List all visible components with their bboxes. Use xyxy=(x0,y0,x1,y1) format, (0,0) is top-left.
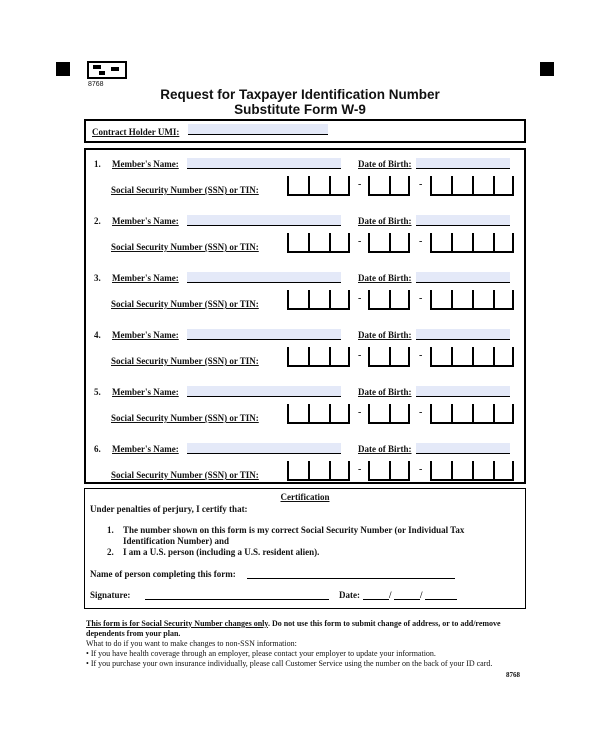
member-name-input[interactable] xyxy=(187,158,341,169)
member-name-label: Member's Name: xyxy=(112,444,179,454)
ssn-group-3 xyxy=(430,404,514,424)
signature-input[interactable] xyxy=(145,599,329,600)
member-name-label: Member's Name: xyxy=(112,273,179,283)
member-name-label: Member's Name: xyxy=(112,330,179,340)
dob-input[interactable] xyxy=(416,443,510,454)
member-name-input[interactable] xyxy=(187,215,341,226)
ssn-digit-box[interactable] xyxy=(287,404,308,424)
ssn-digit-box[interactable] xyxy=(368,290,389,310)
ssn-digit-box[interactable] xyxy=(308,347,329,367)
ssn-digit-box[interactable] xyxy=(451,290,472,310)
ssn-digit-box[interactable] xyxy=(451,347,472,367)
ssn-digit-box[interactable] xyxy=(389,347,410,367)
ssn-label: Social Security Number (SSN) or TIN: xyxy=(111,413,259,423)
ssn-group-1 xyxy=(287,461,350,481)
ssn-digit-box[interactable] xyxy=(329,176,350,196)
member-number: 3. xyxy=(94,273,101,283)
ssn-digit-box[interactable] xyxy=(329,233,350,253)
name-completing-input[interactable] xyxy=(247,578,455,579)
ssn-dash: - xyxy=(419,179,423,190)
notes-warning xyxy=(86,619,501,628)
ssn-digit-box[interactable] xyxy=(493,176,514,196)
ssn-label: Social Security Number (SSN) or TIN: xyxy=(111,356,259,366)
ssn-dash: - xyxy=(358,179,362,190)
member-name-input[interactable] xyxy=(187,443,341,454)
contract-umi-input[interactable] xyxy=(188,124,328,135)
member-number: 1. xyxy=(94,159,101,169)
contract-box xyxy=(84,119,526,143)
cert-item-text: I am a U.S. person (including a U.S. resident alien). xyxy=(123,547,320,557)
ssn-digit-box[interactable] xyxy=(451,176,472,196)
name-completing-label: Name of person completing this form: xyxy=(90,569,236,579)
notes-bold: . Do not use this form to submit change of address, or to add/remove xyxy=(267,619,501,628)
ssn-group-3 xyxy=(430,347,514,367)
date-month-input[interactable] xyxy=(363,599,389,600)
ssn-dash: - xyxy=(358,464,362,475)
ssn-digit-box[interactable] xyxy=(368,233,389,253)
notes-underlined: This form is for Social Security Number changes only xyxy=(86,619,268,628)
ssn-dash: - xyxy=(419,236,423,247)
cert-item-number: 2. xyxy=(107,547,114,557)
contract-label: Contract Holder UMI: xyxy=(92,127,180,137)
member-row xyxy=(86,435,524,492)
ssn-digit-box[interactable] xyxy=(308,404,329,424)
ssn-group-2 xyxy=(368,461,410,481)
member-name-label: Member's Name: xyxy=(112,387,179,397)
ssn-dash: - xyxy=(358,350,362,361)
cert-item-text: Identification Number) and xyxy=(123,536,230,546)
notes-bullet: • If you have health coverage through an employer, please contact your employer to update your information. xyxy=(86,649,436,658)
ssn-digit-box[interactable] xyxy=(389,290,410,310)
date-label: Date: xyxy=(339,590,360,600)
member-number: 5. xyxy=(94,387,101,397)
ssn-digit-box[interactable] xyxy=(451,233,472,253)
notes-bold-line: dependents from your plan. xyxy=(86,629,181,638)
notes-bullet: • If you purchase your own insurance individually, please call Customer Service using the number on the back of your ID card. xyxy=(86,659,493,668)
member-number: 6. xyxy=(94,444,101,454)
ssn-dash: - xyxy=(419,350,423,361)
member-row xyxy=(86,264,524,321)
member-name-input[interactable] xyxy=(187,386,341,397)
ssn-group-3 xyxy=(430,461,514,481)
ssn-group-1 xyxy=(287,176,350,196)
member-number: 2. xyxy=(94,216,101,226)
certification-box xyxy=(84,488,526,609)
ssn-group-2 xyxy=(368,290,410,310)
ssn-digit-box[interactable] xyxy=(472,176,493,196)
ssn-digit-box[interactable] xyxy=(329,290,350,310)
ssn-digit-box[interactable] xyxy=(329,404,350,424)
cert-item-number: 1. xyxy=(107,525,114,535)
ssn-group-3 xyxy=(430,290,514,310)
ssn-digit-box[interactable] xyxy=(389,176,410,196)
ssn-digit-box[interactable] xyxy=(493,404,514,424)
ssn-digit-box[interactable] xyxy=(451,461,472,481)
ssn-digit-box[interactable] xyxy=(430,233,451,253)
member-name-input[interactable] xyxy=(187,272,341,283)
ssn-digit-box[interactable] xyxy=(329,347,350,367)
dob-label: Date of Birth: xyxy=(358,330,412,340)
registration-mark xyxy=(540,62,554,76)
dob-label: Date of Birth: xyxy=(358,159,412,169)
ssn-label: Social Security Number (SSN) or TIN: xyxy=(111,299,259,309)
member-row xyxy=(86,378,524,435)
ssn-group-2 xyxy=(368,233,410,253)
dob-label: Date of Birth: xyxy=(358,216,412,226)
ssn-digit-box[interactable] xyxy=(389,233,410,253)
member-row xyxy=(86,150,524,207)
ssn-digit-box[interactable] xyxy=(329,461,350,481)
ssn-digit-box[interactable] xyxy=(472,404,493,424)
ssn-digit-box[interactable] xyxy=(493,290,514,310)
ssn-digit-box[interactable] xyxy=(368,347,389,367)
ssn-group-1 xyxy=(287,404,350,424)
ssn-digit-box[interactable] xyxy=(472,233,493,253)
ssn-digit-box[interactable] xyxy=(430,347,451,367)
member-name-input[interactable] xyxy=(187,329,341,340)
ssn-label: Social Security Number (SSN) or TIN: xyxy=(111,242,259,252)
ssn-digit-box[interactable] xyxy=(287,347,308,367)
ssn-dash: - xyxy=(419,464,423,475)
ssn-digit-box[interactable] xyxy=(430,290,451,310)
ssn-digit-box[interactable] xyxy=(451,404,472,424)
ssn-digit-box[interactable] xyxy=(430,176,451,196)
ssn-digit-box[interactable] xyxy=(308,233,329,253)
ssn-label: Social Security Number (SSN) or TIN: xyxy=(111,470,259,480)
ssn-label: Social Security Number (SSN) or TIN: xyxy=(111,185,259,195)
ssn-dash: - xyxy=(358,407,362,418)
date-separator: / xyxy=(389,590,392,600)
barcode-icon xyxy=(87,61,127,79)
ssn-digit-box[interactable] xyxy=(493,347,514,367)
bullet-text: If you purchase your own insurance individually, please call Customer Service using the number on the back of your ID card. xyxy=(90,659,493,668)
ssn-digit-box[interactable] xyxy=(472,461,493,481)
dob-label: Date of Birth: xyxy=(358,444,412,454)
dob-input[interactable] xyxy=(416,158,510,169)
bullet-text: If you have health coverage through an employer, please contact your employer to update your information. xyxy=(90,649,436,658)
date-year-input[interactable] xyxy=(425,599,457,600)
dob-label: Date of Birth: xyxy=(358,387,412,397)
dob-input[interactable] xyxy=(416,386,510,397)
ssn-digit-box[interactable] xyxy=(472,347,493,367)
members-box xyxy=(84,148,526,484)
ssn-group-2 xyxy=(368,347,410,367)
date-day-input[interactable] xyxy=(394,599,420,600)
ssn-group-3 xyxy=(430,176,514,196)
dob-label: Date of Birth: xyxy=(358,273,412,283)
ssn-digit-box[interactable] xyxy=(430,461,451,481)
form-code: 8768 xyxy=(88,81,104,88)
ssn-digit-box[interactable] xyxy=(472,290,493,310)
ssn-dash: - xyxy=(419,407,423,418)
ssn-group-3 xyxy=(430,233,514,253)
ssn-digit-box[interactable] xyxy=(308,290,329,310)
ssn-group-1 xyxy=(287,347,350,367)
notes-question: What to do if you want to make changes to non-SSN information: xyxy=(86,639,297,648)
ssn-dash: - xyxy=(419,293,423,304)
date-separator: / xyxy=(420,590,423,600)
dob-input[interactable] xyxy=(416,215,510,226)
form-title: Request for Taxpayer Identification Number xyxy=(160,87,440,102)
signature-label: Signature: xyxy=(90,590,131,600)
cert-item-text: The number shown on this form is my correct Social Security Number (or Individual Tax xyxy=(123,525,465,535)
ssn-digit-box[interactable] xyxy=(308,461,329,481)
dob-input[interactable] xyxy=(416,272,510,283)
footer-code: 8768 xyxy=(506,671,520,679)
certification-intro: Under penalties of perjury, I certify that: xyxy=(90,504,248,514)
ssn-digit-box[interactable] xyxy=(493,233,514,253)
ssn-digit-box[interactable] xyxy=(287,290,308,310)
ssn-digit-box[interactable] xyxy=(368,461,389,481)
ssn-digit-box[interactable] xyxy=(308,176,329,196)
member-row xyxy=(86,207,524,264)
form-subtitle: Substitute Form W-9 xyxy=(234,102,366,117)
member-row xyxy=(86,321,524,378)
ssn-digit-box[interactable] xyxy=(389,461,410,481)
ssn-digit-box[interactable] xyxy=(368,176,389,196)
ssn-dash: - xyxy=(358,293,362,304)
certification-heading: Certification xyxy=(280,492,330,502)
ssn-group-2 xyxy=(368,404,410,424)
member-name-label: Member's Name: xyxy=(112,159,179,169)
ssn-group-2 xyxy=(368,176,410,196)
ssn-digit-box[interactable] xyxy=(430,404,451,424)
ssn-dash: - xyxy=(358,236,362,247)
ssn-group-1 xyxy=(287,233,350,253)
ssn-digit-box[interactable] xyxy=(287,461,308,481)
ssn-group-1 xyxy=(287,290,350,310)
ssn-digit-box[interactable] xyxy=(368,404,389,424)
ssn-digit-box[interactable] xyxy=(287,176,308,196)
dob-input[interactable] xyxy=(416,329,510,340)
member-name-label: Member's Name: xyxy=(112,216,179,226)
ssn-digit-box[interactable] xyxy=(493,461,514,481)
member-number: 4. xyxy=(94,330,101,340)
registration-mark xyxy=(56,62,70,76)
ssn-digit-box[interactable] xyxy=(287,233,308,253)
ssn-digit-box[interactable] xyxy=(389,404,410,424)
